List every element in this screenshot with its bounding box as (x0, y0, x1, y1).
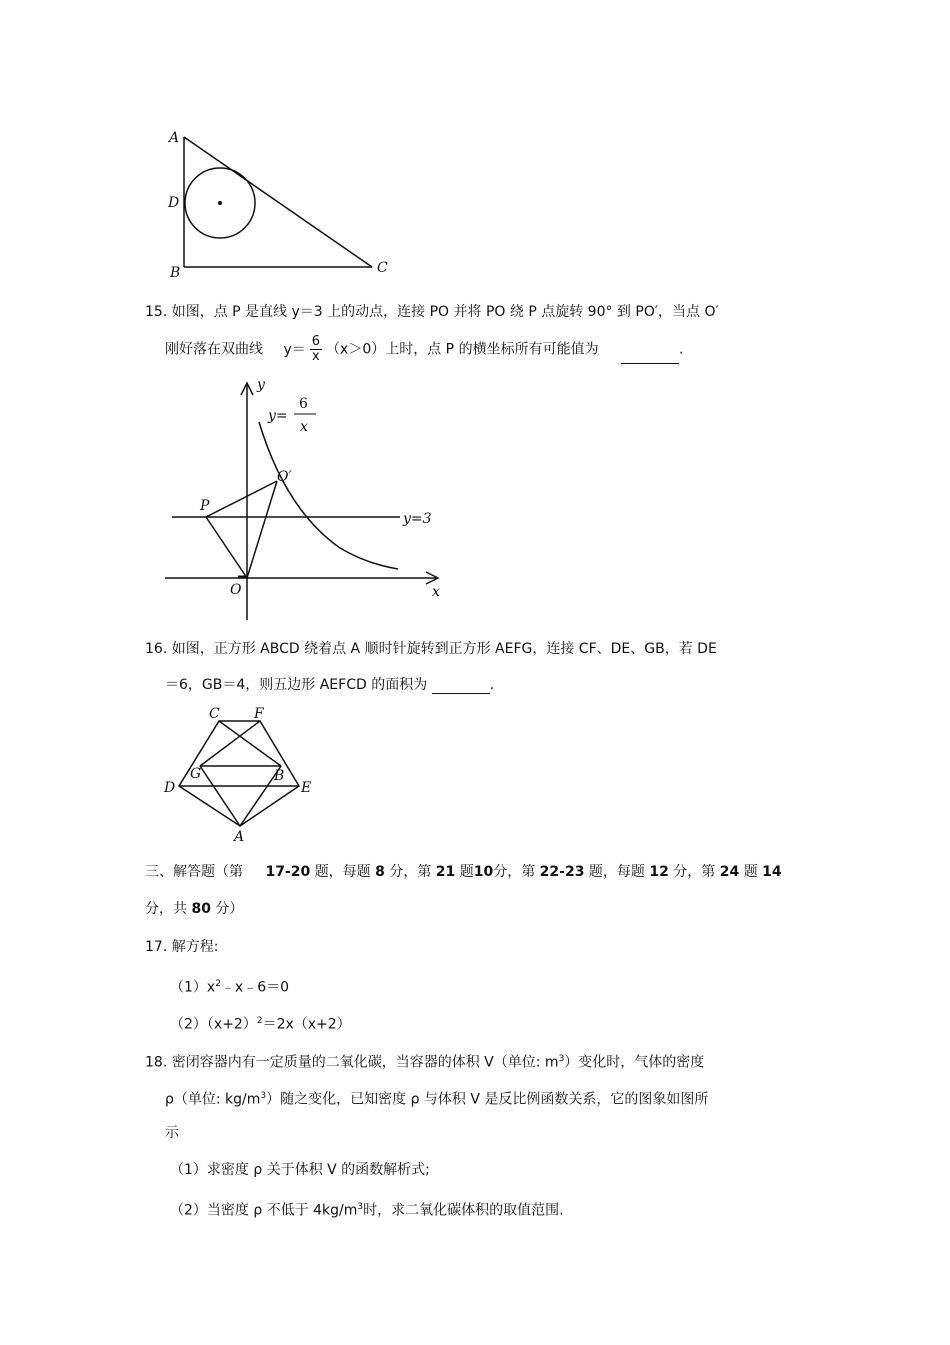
q18-line2 (165, 1087, 708, 1109)
axis-x-label: x (432, 584, 440, 600)
q15-yeq: y＝ (283, 341, 306, 358)
s3-b8: 14 (762, 864, 782, 880)
line-y3-label: y=3 (403, 511, 432, 527)
q18-sub1 (170, 1161, 430, 1179)
label-A: A (169, 130, 180, 146)
q18-line3 (165, 1124, 179, 1142)
q15-text-2: 刚好落在双曲线 (165, 341, 263, 358)
q15-end: . (679, 341, 684, 358)
q18-line1 (145, 1050, 704, 1072)
q18-sub2-post: 时，求二氧化碳体积的取值范围. (363, 1202, 564, 1219)
q15-text-1: 如图，点 P 是直线 y＝3 上的动点，连接 PO 并将 PO 绕 P 点旋转 90° 到 PO′，当点 O′ (171, 304, 719, 320)
q18-line2-post: ）随之变化，已知密度 ρ 与体积 V 是反比例函数关系，它的图象如图所 (266, 1091, 709, 1108)
s3-t7: 分，第 (673, 864, 716, 880)
q17-eq2-post: ＝2x（x+2） (262, 1016, 351, 1033)
curve-eq-num: 6 (299, 396, 308, 412)
q18-sub2 (170, 1198, 564, 1220)
q15-text-3: （x＞0）上时，点 P 的横坐标所有可能值为 (326, 341, 599, 358)
q15-number: 15. (145, 304, 168, 320)
s3-b7: 24 (719, 864, 740, 880)
q18-line1-pre: 密闭容器内有一定质量的二氧化碳，当容器的体积 V（单位: m (171, 1054, 559, 1071)
s3-t4: 题 (459, 864, 474, 880)
s3-t5: 分，第 (493, 864, 536, 880)
s3-t3: 分，第 (389, 864, 432, 880)
s3-b2: 8 (375, 864, 385, 880)
s3-t10: 分） (215, 901, 244, 917)
s3-b9: 80 (191, 901, 211, 917)
fig16-label-F: F (254, 706, 264, 722)
q18-sub2-pre: （2）当密度 ρ 不低于 4kg/m (170, 1202, 358, 1219)
q17-eq1-sup: 2 (215, 979, 221, 989)
q18-line1-post: ）变化时，气体的密度 (564, 1054, 705, 1071)
q17-eq1-pre: （1）x (170, 979, 216, 996)
q17-title (145, 938, 218, 956)
point-Oprime-label: O′ (277, 469, 292, 485)
s3-b1: 17-20 (265, 864, 311, 880)
fig16-label-E: E (301, 780, 312, 796)
q18-sub1-text: （1）求密度 ρ 关于体积 V 的函数解析式; (170, 1162, 430, 1178)
q16-text-1: 如图，正方形 ABCD 绕着点 A 顺时针旋转到正方形 AEFG，连接 CF、DE、GB，若 DE (171, 641, 717, 657)
q16-number: 16. (145, 641, 168, 657)
q15-frac-den: x (312, 349, 320, 364)
section3-line2 (145, 900, 243, 918)
q17-eq1-post: ﹣x﹣6＝0 (220, 979, 290, 996)
point-P-label: P (200, 498, 210, 514)
label-B: B (170, 265, 181, 281)
curve-eq-y: y= (268, 408, 288, 424)
s3-t9: 分，共 (145, 901, 187, 917)
fig16-label-C: C (209, 706, 220, 722)
label-C: C (377, 260, 388, 276)
q17-title-text: 解方程: (171, 939, 219, 955)
q17-eq2-sup: 2 (256, 1016, 263, 1026)
s3-b5: 22-23 (539, 864, 585, 880)
q18-sub2-sup: 3 (357, 1202, 364, 1212)
curve-eq-den: x (300, 419, 308, 435)
q17-eq2 (170, 1012, 351, 1034)
q18-line3-text: 示 (165, 1125, 179, 1141)
q18-line2-pre: ρ（单位: kg/m (165, 1091, 261, 1108)
fig16-label-A: A (234, 829, 245, 845)
axis-y-label: y (257, 377, 265, 393)
q17-number: 17. (145, 939, 168, 955)
fig16-label-G: G (190, 766, 202, 782)
s3-b4: 10 (473, 864, 494, 880)
q17-eq1 (170, 975, 289, 997)
origin-label: O (230, 582, 242, 598)
q16-text-2: ＝6，GB＝4，则五边形 AEFCD 的面积为 (165, 677, 428, 693)
s3-b3: 21 (435, 864, 456, 880)
label-D: D (168, 195, 180, 211)
s3-t8: 题 (743, 864, 758, 880)
s3-t1: 三、解答题（第 (145, 864, 243, 880)
q18-line2-sup: 3 (260, 1091, 267, 1101)
s3-t2: 题，每题 (314, 864, 371, 880)
fig16-label-D: D (164, 780, 176, 796)
s3-t6: 题，每题 (588, 864, 645, 880)
q16-end: . (489, 677, 495, 693)
q15-frac-num: 6 (311, 334, 321, 349)
q18-line1-sup: 3 (558, 1054, 565, 1064)
q18-number: 18. (145, 1054, 168, 1071)
fig16-label-B: B (274, 768, 285, 784)
q17-eq2-pre: （2）（x+2） (170, 1016, 257, 1033)
s3-b6: 12 (649, 864, 669, 880)
section3-line1 (145, 863, 782, 881)
